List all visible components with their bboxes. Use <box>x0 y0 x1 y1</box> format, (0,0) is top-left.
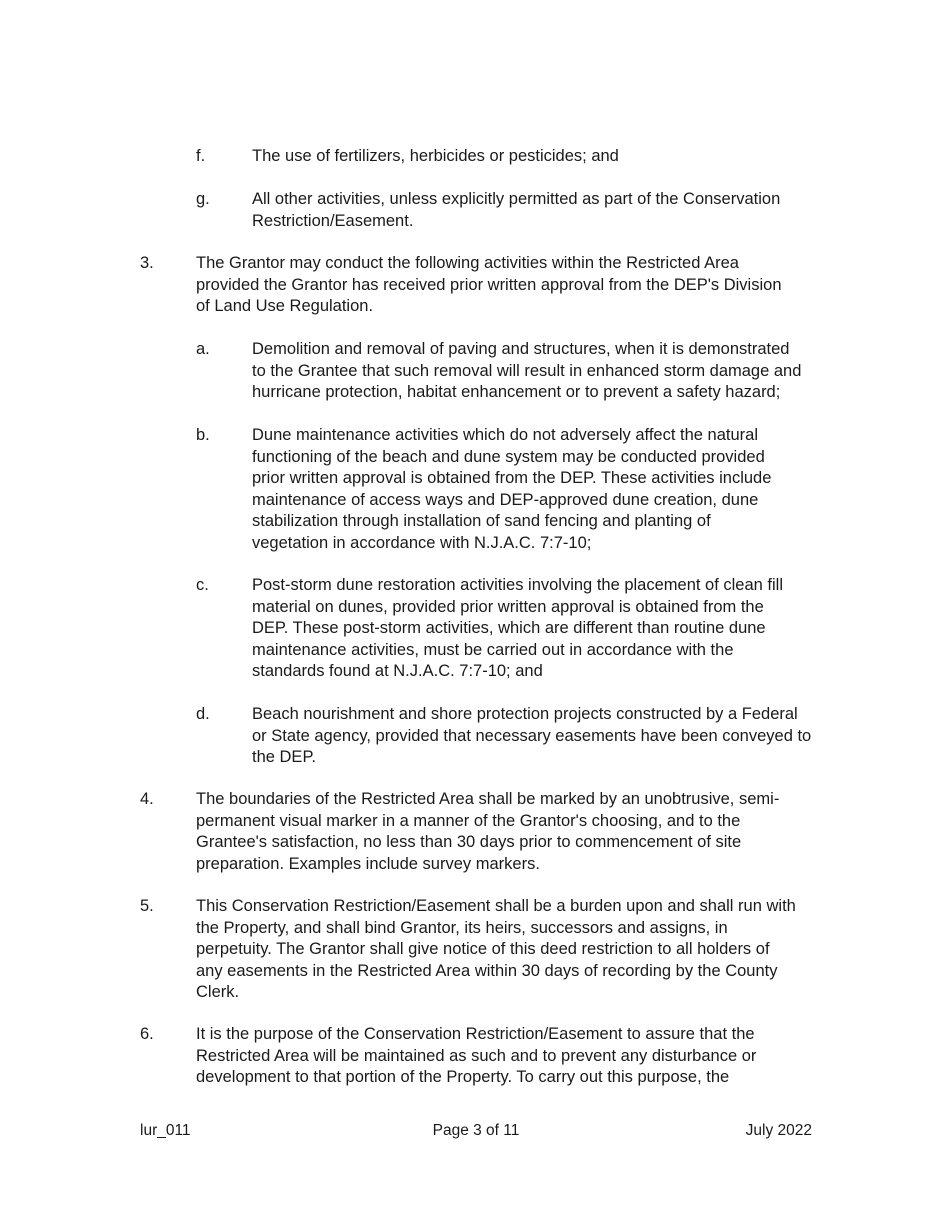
list-text: Beach nourishment and shore protection projects constructed by a Federal or State agency, provided that necessary easements have been conveyed to the DEP. <box>252 705 812 766</box>
list-marker: 6. <box>140 1025 154 1043</box>
list-marker: a. <box>196 340 210 358</box>
list-text: The use of fertilizers, herbicides or pesticides; and <box>252 147 619 165</box>
list-text: The Grantor may conduct the following activities within the Restricted Area provided the Grantor has received prior written approval from the DEP's Division of Land Use Regulation. <box>196 254 782 315</box>
list-marker: 3. <box>140 254 154 272</box>
list-marker: 5. <box>140 897 154 915</box>
footer-date: July 2022 <box>745 1122 812 1139</box>
list-text: All other activities, unless explicitly permitted as part of the Conservation Restriction/Easement. <box>252 190 781 230</box>
footer-form-id: lur_011 <box>140 1122 191 1139</box>
page-footer <box>140 1120 812 1142</box>
list-text: Post-storm dune restoration activities involving the placement of clean fill material on dunes, provided prior written approval is obtained from the DEP. These post-storm activities, which are different than routine dune maintenance activities, must be carried out in accordance with the standards found at N.J.A.C. 7:7-10; and <box>252 576 784 680</box>
list-marker: g. <box>196 190 210 208</box>
list-text: This Conservation Restriction/Easement shall be a burden upon and shall run with the Property, and shall bind Grantor, its heirs, successors and assigns, in perpetuity. The Grantor shall give notice of this deed restriction to all holders of any easements in the Restricted Area within 30 days of recording by the County Clerk. <box>196 897 796 1001</box>
list-text: It is the purpose of the Conservation Restriction/Easement to assure that the Restricted Area will be maintained as such and to prevent any disturbance or development to that portion of the Property. To carry out this purpose, the <box>196 1025 757 1086</box>
list-marker: 4. <box>140 790 154 808</box>
footer-page-number: Page 3 of 11 <box>432 1122 520 1139</box>
list-marker: f. <box>196 147 206 165</box>
list-marker: d. <box>196 705 210 723</box>
list-text: Demolition and removal of paving and structures, when it is demonstrated to the Grantee that such removal will result in enhanced storm damage and hurricane protection, habitat enhancement or to prevent a safety hazard; <box>252 340 802 401</box>
list-marker: c. <box>196 576 209 594</box>
list-text: The boundaries of the Restricted Area shall be marked by an unobtrusive, semi- permanent visual marker in a manner of the Grantor's choosing, and to the Grantee's satisfaction, no less than 30 days prior to commencement of site preparation. Examples include survey markers. <box>196 790 780 873</box>
list-marker: b. <box>196 426 210 444</box>
list-text: Dune maintenance activities which do not adversely affect the natural functioning of the beach and dune system may be conducted provided prior written approval is obtained from the DEP. These activities include maintenance of access ways and DEP-approved dune creation, dune stabilization through installation of sand fencing and planting of vegetation in accordance with N.J.A.C. 7:7-10; <box>252 426 772 552</box>
